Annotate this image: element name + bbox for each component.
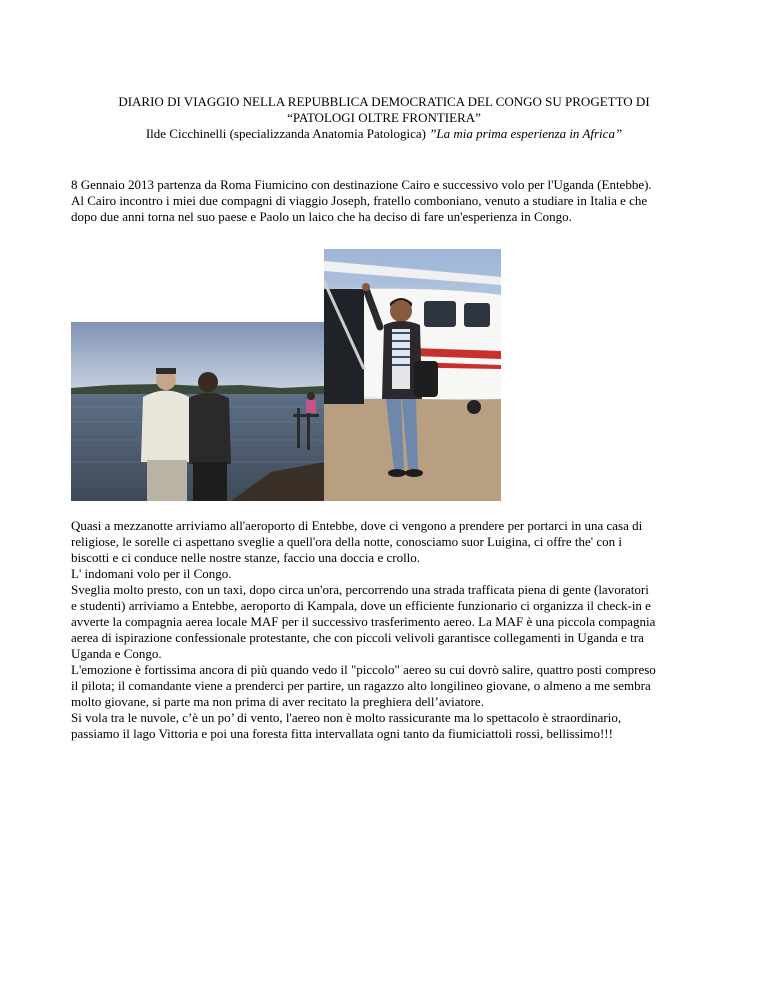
airplane-photo	[324, 249, 501, 501]
intro-paragraph	[71, 177, 699, 225]
title-line-1: DIARIO DI VIAGGIO NELLA REPUBBLICA DEMOCRATICA DEL CONGO SU PROGETTO DI	[118, 94, 650, 109]
subtitle-text: ”La mia prima esperienza in Africa”	[429, 126, 623, 141]
paragraph-line: 8 Gennaio 2013 partenza da Roma Fiumicino con destinazione Cairo e successivo volo per l'Uganda (Entebbe).	[71, 177, 652, 192]
paragraph-line: L'emozione è fortissima ancora di più quando vedo il "piccolo" aereo su cui dovrò salire, quattro posti compreso	[71, 662, 656, 677]
paragraph-line: religiose, le sorelle ci aspettano sveglie a quell'ora della notte, conosciamo suor Luigina, ci offre the' con i	[71, 534, 622, 549]
paragraph-line: avverte la compagnia aerea locale MAF per il successivo trasferimento aereo. La MAF è una piccola compagnia	[71, 614, 656, 629]
author-line	[60, 126, 708, 142]
lake-photo	[71, 322, 324, 501]
paragraph-line: passiamo il lago Vittoria e poi una foresta fitta intervallata ogni tanto da fiumiciattoli rossi, bellissimo!!!	[71, 726, 613, 741]
paragraph-line: e studenti) arriviamo a Entebbe, aeroporto di Kampala, dove un efficiente funzionario ci organizza il check-in e	[71, 598, 651, 613]
paragraph-line: dopo due anni torna nel suo paese e Paolo un laico che ha deciso di fare un'esperienza in Congo.	[71, 209, 572, 224]
paragraph-line: aerea di ispirazione confessionale protestante, che con piccoli velivoli garantisce collegamenti in Uganda e tra	[71, 630, 644, 645]
paragraph-line: L' indomani volo per il Congo.	[71, 566, 232, 581]
paragraph-line: Uganda e Congo.	[71, 646, 162, 661]
document-header	[60, 94, 708, 142]
paragraph-line: Quasi a mezzanotte arriviamo all'aeroporto di Entebbe, dove ci vengono a prendere per portarci in una casa di	[71, 518, 643, 533]
title-line-2: “PATOLOGI OLTRE FRONTIERA”	[287, 110, 481, 125]
paragraph-line: Si vola tra le nuvole, c’è un po’ di vento, l'aereo non è molto rassicurante ma lo spettacolo è straordinario,	[71, 710, 622, 725]
paragraph-line: Al Cairo incontro i miei due compagni di viaggio Joseph, fratello comboniano, venuto a studiare in Italia e che	[71, 193, 648, 208]
paragraph-line: il pilota; il comandante viene a prenderci per partire, un ragazzo alto longilineo giovane, o almeno a me sembra	[71, 678, 651, 693]
paragraph-line: biscotti e ci conduce nelle nostre stanze, faccio una doccia e crollo.	[71, 550, 421, 565]
author-text: Ilde Cicchinelli (specializzanda Anatomia Patologica)	[145, 126, 430, 141]
paragraph-line: Sveglia molto presto, con un taxi, dopo circa un'ora, percorrendo una strada trafficata piena di gente (lavoratori	[71, 582, 649, 597]
paragraph-line: molto giovane, si parte ma non prima di aver recitato la preghiera dell’aviatore.	[71, 694, 484, 709]
body-paragraph	[71, 518, 699, 742]
